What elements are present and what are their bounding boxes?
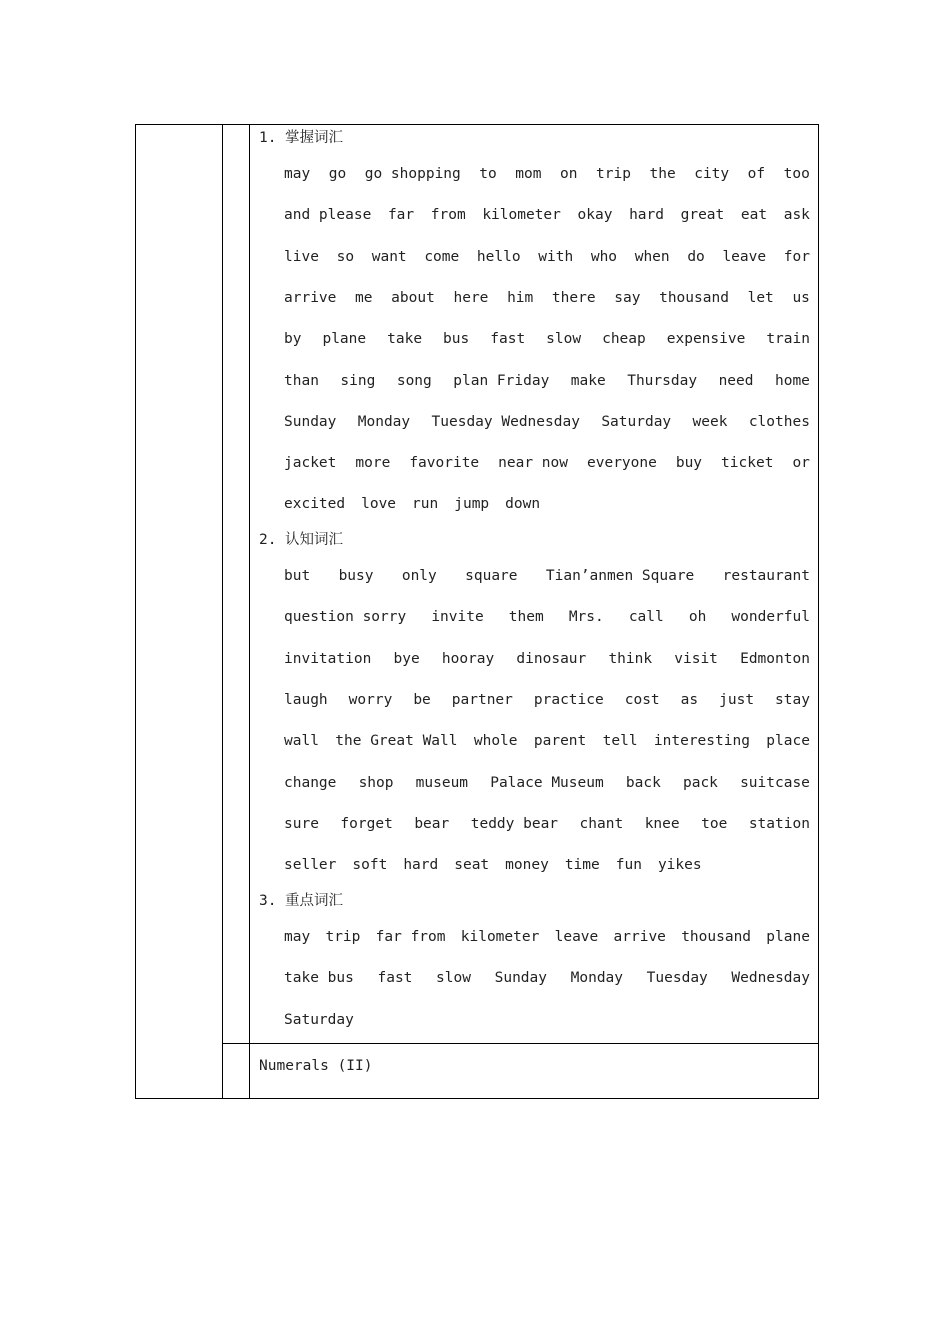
vocab-word: clothes [748,413,810,430]
vocab-word: suitcase [740,774,810,791]
vocab-word: call [628,609,664,626]
vocab-word: hard [403,857,439,874]
vocab-line [284,372,810,390]
vocab-word: sure [284,815,319,832]
vocab-word: trip [596,166,631,182]
vocab-word: sing [340,372,376,389]
vocab-word: hooray [441,650,495,667]
vocab-word: wonderful [731,609,810,626]
vocab-word: knee [644,815,680,832]
vocab-word: plan Friday [453,372,550,389]
vocab-word: but [284,568,311,584]
vocab-word: think [608,650,653,667]
vocab-word: practice [533,691,604,708]
vocab-word: bye [393,650,420,667]
vocab-word: when [634,248,670,265]
vocab-word: Saturday [601,413,672,430]
table-column-divider [222,124,223,1099]
vocab-word: buy [675,455,703,472]
vocab-line [284,413,810,431]
vocab-word: hello [476,248,521,265]
vocab-word: invitation [284,650,372,667]
vocab-word: love [361,496,397,513]
vocab-word: more [355,455,391,472]
vocab-word: Edmonton [740,650,810,667]
vocab-word: stay [775,691,810,708]
vocab-line [284,856,810,874]
vocab-word: Tuesday Wednesday [431,413,580,430]
vocab-line [284,248,810,266]
vocab-line [284,969,810,987]
vocab-word: ticket [721,455,774,472]
section-title: 认知词汇 [285,532,343,548]
vocab-word: city [694,166,730,182]
vocab-word: song [396,372,432,389]
vocab-word: plane [766,929,810,945]
vocab-word: come [424,248,460,265]
vocab-line [284,1011,810,1029]
vocab-word: do [687,248,705,265]
vocab-word: may [284,929,311,945]
vocab-word: be [413,691,431,708]
vocab-word: tell [602,733,638,750]
vocab-line [284,815,810,833]
vocab-word: slow [546,331,582,348]
vocab-word: cheap [602,331,646,348]
vocab-word: take [387,331,423,348]
vocab-word: invite [431,609,484,626]
vocab-line [284,608,810,626]
vocab-word: with [538,248,574,265]
vocab-word: Thursday [627,372,698,389]
vocab-word: cost [624,691,660,708]
vocab-word: take bus [284,970,354,987]
vocab-word: us [792,289,810,306]
vocab-word: far [387,207,415,224]
vocab-word: soft [352,857,388,874]
vocab-word: seat [454,857,490,874]
vocab-line [284,774,810,792]
section-title: 掌握词汇 [285,130,343,146]
vocab-word: favorite [409,455,480,472]
vocab-word: restaurant [722,568,810,584]
vocab-word: square [465,568,518,584]
table-column-divider [249,124,250,1099]
vocab-word: thousand [659,289,729,306]
vocab-word: from [430,207,466,224]
vocab-word: arrive [284,289,337,306]
vocab-word: station [748,815,810,832]
vocab-word: partner [451,691,513,708]
vocab-word: here [453,289,489,306]
vocab-word: kilometer [482,207,561,224]
vocab-line [284,495,810,513]
vocab-word: Monday [357,413,411,430]
vocab-line [284,650,810,668]
vocab-word: oh [688,609,707,626]
vocab-word: near now [498,455,568,472]
vocab-word: only [401,568,437,584]
vocab-word: busy [338,568,374,584]
vocab-word: expensive [666,331,746,348]
section-heading [259,129,343,147]
vocab-word: so [336,248,355,265]
vocab-word: down [505,496,541,513]
vocab-word: Monday [570,970,624,987]
vocab-word: whole [473,733,518,750]
section-number: 3. [259,893,277,909]
vocab-word: time [564,857,600,874]
vocab-word: okay [577,207,613,224]
vocab-word: museum [415,774,469,791]
vocab-word: dinosaur [516,650,587,667]
section-number: 1. [259,130,277,146]
vocab-word: Sunday [494,970,547,987]
vocab-word: plane [322,331,367,348]
vocab-line [284,289,810,307]
vocab-word: Mrs. [568,609,604,626]
vocab-word: as [680,691,699,708]
vocab-word: want [371,248,407,265]
vocab-word: bear [414,815,450,832]
vocab-line [284,454,810,472]
section-heading [259,531,343,549]
vocab-word: jacket [284,455,337,472]
vocab-word: excited [284,496,346,513]
vocab-line [284,206,810,224]
vocab-word: Wednesday [731,970,810,987]
vocab-word: everyone [587,455,657,472]
vocab-word: ask [783,207,810,224]
vocab-word: of [747,166,766,182]
vocab-word: home [774,372,810,389]
vocab-word: Palace Museum [490,774,604,791]
vocab-word: Tian’anmen Square [545,568,695,584]
vocab-word: slow [436,970,471,987]
vocab-word: far from [375,929,446,945]
vocab-word: about [391,289,435,306]
section-number: 2. [259,532,277,548]
vocab-word: need [718,372,754,389]
vocab-word: the Great Wall [335,733,458,750]
vocab-word: money [505,857,549,874]
vocab-word: me [355,289,373,306]
vocab-word: them [508,609,544,626]
vocab-word: change [284,774,337,791]
vocab-word: bus [443,331,470,348]
vocab-word: eat [740,207,768,224]
vocab-word: let [747,289,774,306]
vocab-word: go [328,166,347,182]
vocab-word: too [783,166,810,182]
vocab-word: back [625,774,661,791]
vocab-line [284,928,810,946]
vocab-word: seller [284,857,337,874]
vocab-word: or [792,455,810,472]
vocab-word: him [507,289,534,306]
vocab-word: wall [284,733,319,750]
vocab-word: on [560,166,578,182]
vocab-word: and please [284,207,372,224]
vocab-word: interesting [653,733,750,750]
vocab-word: teddy bear [470,815,559,832]
vocab-word: question sorry [284,609,407,626]
vocab-line [284,165,810,183]
vocab-word: mom [515,166,542,182]
vocab-word: trip [325,929,361,945]
vocab-word: jump [454,496,490,513]
vocab-line [284,691,810,709]
vocab-word: shop [358,774,394,791]
vocab-word: for [783,248,810,265]
vocab-word: just [719,691,755,708]
vocab-word: parent [533,733,587,750]
vocab-word: fast [490,331,526,348]
vocab-word: forget [340,815,393,832]
section-title: 重点词汇 [285,893,343,909]
vocab-word: to [479,166,497,182]
vocab-word: thousand [681,929,752,945]
vocab-word: run [412,496,439,513]
vocab-word: worry [348,691,393,708]
vocab-line [284,567,810,585]
vocab-word: who [590,248,618,265]
vocab-word: the [649,166,676,182]
vocab-word: go shopping [364,166,461,182]
vocab-word: fun [615,857,642,874]
vocab-word: Sunday [284,413,337,430]
vocab-word: pack [682,774,718,791]
vocab-word: may [284,166,311,182]
vocab-word: say [614,289,641,306]
vocab-word: laugh [284,691,328,708]
vocab-word: leave [554,929,599,945]
table-row-divider [222,1043,819,1044]
vocab-word: train [766,331,810,348]
vocab-word: week [692,413,728,430]
section-heading [259,892,343,910]
vocab-word: arrive [613,929,666,945]
vocab-word: chant [579,815,624,832]
vocab-word: place [766,733,810,750]
numerals-label: Numerals (II) [259,1058,373,1074]
vocab-word: Tuesday [646,970,708,987]
vocab-word: kilometer [460,929,540,945]
vocab-word: make [570,372,606,389]
vocab-word: there [551,289,596,306]
vocab-word: great [680,207,725,224]
vocab-word: hard [629,207,664,224]
vocab-word: than [284,372,319,389]
vocab-word: leave [722,248,767,265]
vocab-line [284,330,810,348]
vocab-word: Saturday [284,1011,354,1028]
vocab-word: yikes [657,857,702,874]
vocab-word: by [284,331,302,348]
vocab-word: visit [674,650,718,667]
vocab-word: fast [377,970,413,987]
vocab-line [284,732,810,750]
vocab-word: toe [701,815,728,832]
vocab-word: live [284,248,319,265]
